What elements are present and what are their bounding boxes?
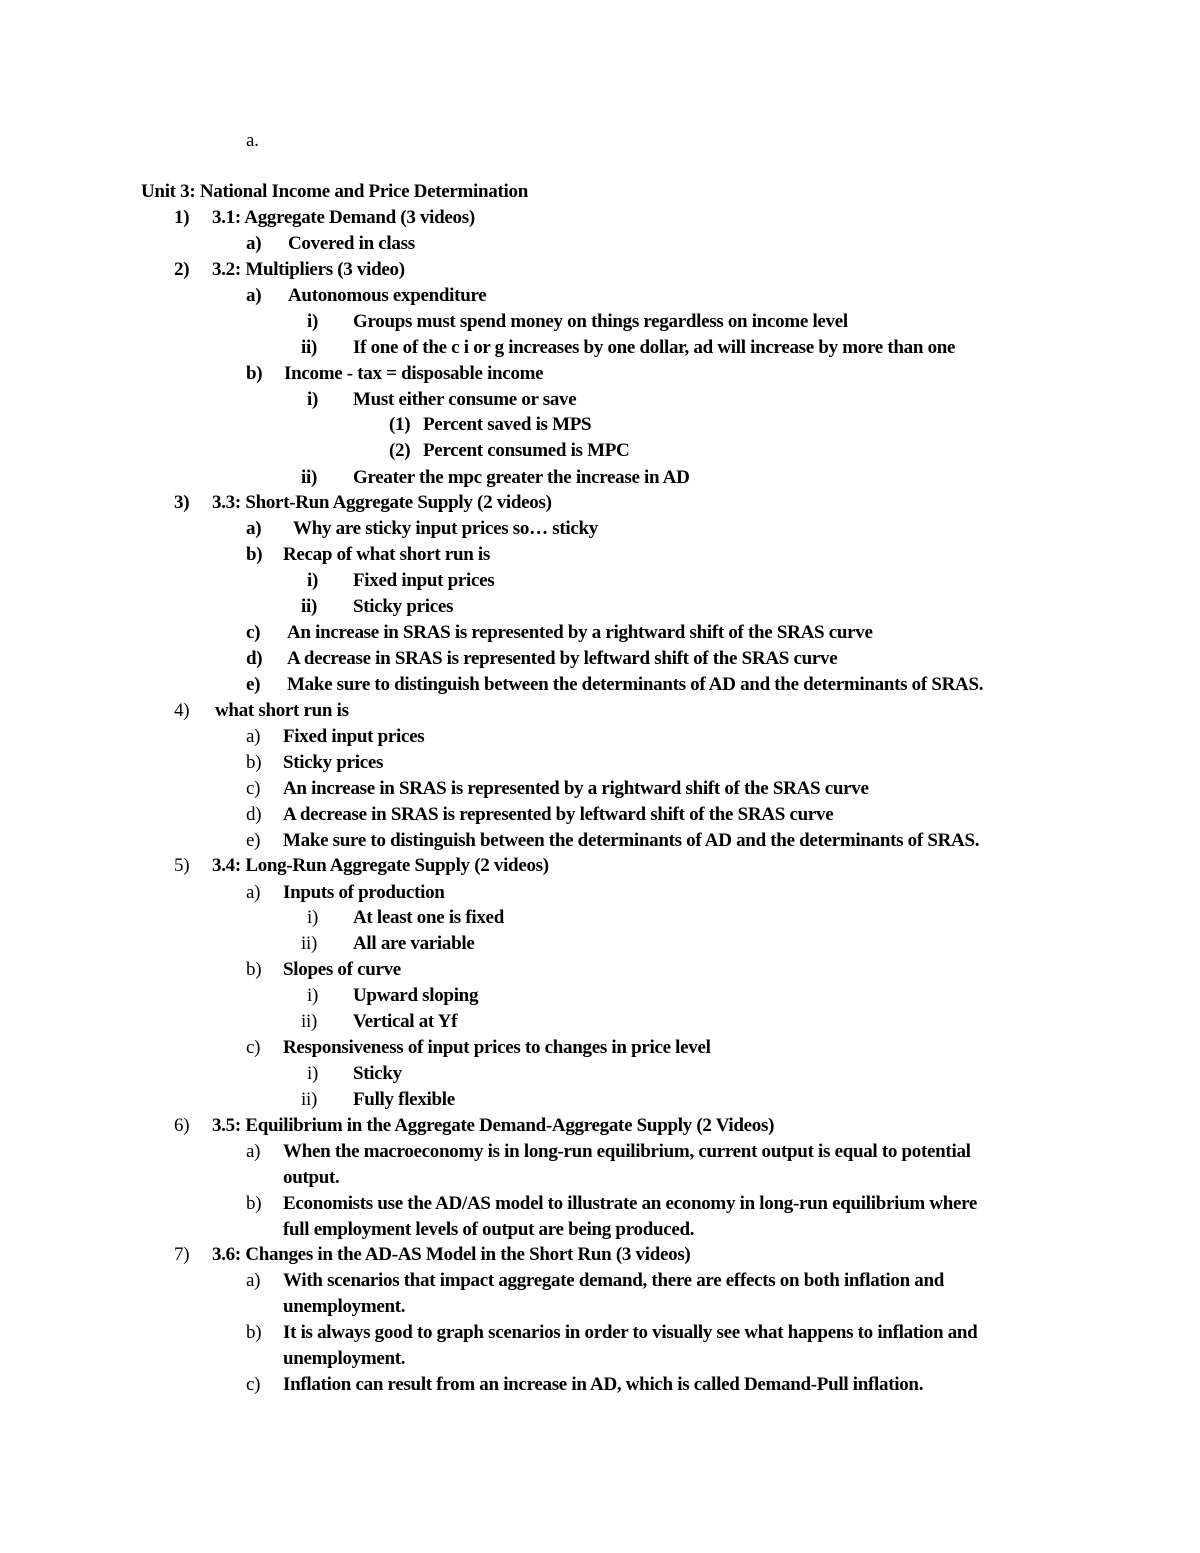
list-marker: i): [307, 311, 319, 332]
list-marker: b): [246, 363, 263, 384]
list-item-text: Must either consume or save: [353, 389, 577, 410]
list-item-text: A decrease in SRAS is represented by leftward shift of the SRAS curve: [283, 804, 834, 825]
list-marker: ii): [301, 1089, 317, 1110]
list-item-text: Covered in class: [288, 233, 415, 254]
list-marker: ii): [301, 337, 317, 358]
list-item-text: Greater the mpc greater the increase in AD: [353, 467, 690, 488]
list-item-text: Percent consumed is MPC: [423, 440, 630, 461]
list-marker: a): [246, 233, 262, 254]
unit-heading: Unit 3: National Income and Price Determination: [141, 181, 528, 202]
list-item-text: Slopes of curve: [283, 959, 401, 980]
list-item-text: Upward sloping: [353, 985, 479, 1006]
list-marker: 1): [174, 207, 190, 228]
list-marker: (1): [389, 414, 411, 435]
list-marker: c): [246, 622, 261, 643]
list-marker: e): [246, 674, 261, 695]
list-marker: b): [246, 1322, 262, 1343]
list-marker: i): [307, 985, 319, 1006]
list-item-text: Autonomous expenditure: [288, 285, 487, 306]
list-marker: c): [246, 1037, 261, 1058]
list-item-text: Responsiveness of input prices to changes in price level: [283, 1037, 711, 1058]
list-marker: i): [307, 907, 319, 928]
list-item-text: 3.1: Aggregate Demand (3 videos): [212, 207, 475, 228]
list-item-text: Fixed input prices: [283, 726, 425, 747]
list-marker: 2): [174, 259, 190, 280]
list-marker: ii): [301, 1011, 317, 1032]
list-item-text: Recap of what short run is: [283, 544, 491, 565]
list-marker: a): [246, 882, 261, 903]
list-item-text: Income - tax = disposable income: [284, 363, 544, 384]
list-marker: i): [307, 570, 319, 591]
list-item-text: 3.4: Long-Run Aggregate Supply (2 videos): [212, 855, 549, 876]
list-marker: a): [246, 518, 262, 539]
list-marker: 4): [174, 700, 190, 721]
list-item-text: An increase in SRAS is represented by a rightward shift of the SRAS curve: [283, 778, 869, 799]
list-marker: a): [246, 285, 262, 306]
list-marker: b): [246, 959, 262, 980]
list-marker: (2): [389, 440, 411, 461]
list-item-text: Inputs of production: [283, 882, 445, 903]
list-item-text: Economists use the AD/AS model to illustrate an economy in long-run equilibrium where: [283, 1193, 978, 1214]
list-marker: d): [246, 804, 262, 825]
list-item-text: An increase in SRAS is represented by a rightward shift of the SRAS curve: [287, 622, 873, 643]
list-marker: 5): [174, 855, 190, 876]
list-item-text: Fully flexible: [353, 1089, 455, 1110]
list-marker: 6): [174, 1115, 190, 1136]
list-item-text: full employment levels of output are being produced.: [283, 1219, 695, 1240]
list-item-text: 3.5: Equilibrium in the Aggregate Demand-Aggregate Supply (2 Videos): [212, 1115, 775, 1136]
list-item-text: Why are sticky input prices so… sticky: [293, 518, 598, 539]
list-marker: a.: [246, 130, 259, 151]
list-marker: a): [246, 726, 261, 747]
list-item-text: At least one is fixed: [353, 907, 504, 928]
list-marker: b): [246, 544, 263, 565]
list-item-text: A decrease in SRAS is represented by leftward shift of the SRAS curve: [287, 648, 838, 669]
list-item-text: Sticky: [353, 1063, 402, 1084]
list-item-text: Sticky prices: [353, 596, 454, 617]
list-item-text: unemployment.: [283, 1296, 406, 1317]
list-item-text: Inflation can result from an increase in AD, which is called Demand-Pull inflation.: [283, 1374, 924, 1395]
list-item-text: 3.6: Changes in the AD-AS Model in the Short Run (3 videos): [212, 1244, 691, 1265]
list-item-text: With scenarios that impact aggregate demand, there are effects on both inflation and: [283, 1270, 945, 1291]
list-marker: i): [307, 1063, 319, 1084]
list-marker: c): [246, 778, 261, 799]
list-marker: 7): [174, 1244, 190, 1265]
list-marker: d): [246, 648, 263, 669]
list-item-text: Vertical at Yf: [353, 1011, 458, 1032]
list-item-text: It is always good to graph scenarios in order to visually see what happens to inflation and: [283, 1322, 978, 1343]
list-item-text: output.: [283, 1167, 340, 1188]
list-marker: 3): [174, 492, 190, 513]
list-item-text: Percent saved is MPS: [423, 414, 592, 435]
list-item-text: Fixed input prices: [353, 570, 495, 591]
list-marker: i): [307, 389, 319, 410]
list-item-text: Groups must spend money on things regardless on income level: [353, 311, 848, 332]
list-marker: a): [246, 1270, 261, 1291]
list-item-text: unemployment.: [283, 1348, 406, 1369]
list-marker: ii): [301, 467, 317, 488]
list-item-text: Make sure to distinguish between the determinants of AD and the determinants of SRAS.: [283, 830, 980, 851]
list-item-text: All are variable: [353, 933, 475, 954]
list-item-text: what short run is: [215, 700, 349, 721]
list-marker: e): [246, 830, 261, 851]
list-item-text: Make sure to distinguish between the determinants of AD and the determinants of SRAS.: [287, 674, 984, 695]
list-marker: ii): [301, 596, 317, 617]
list-marker: ii): [301, 933, 317, 954]
list-marker: b): [246, 752, 262, 773]
list-item-text: 3.2: Multipliers (3 video): [212, 259, 405, 280]
list-marker: a): [246, 1141, 261, 1162]
list-item-text: When the macroeconomy is in long-run equilibrium, current output is equal to potential: [283, 1141, 971, 1162]
list-item-text: 3.3: Short-Run Aggregate Supply (2 videos): [212, 492, 552, 513]
list-marker: b): [246, 1193, 262, 1214]
list-marker: c): [246, 1374, 261, 1395]
list-item-text: Sticky prices: [283, 752, 384, 773]
list-item-text: If one of the c i or g increases by one dollar, ad will increase by more than one: [353, 337, 956, 358]
